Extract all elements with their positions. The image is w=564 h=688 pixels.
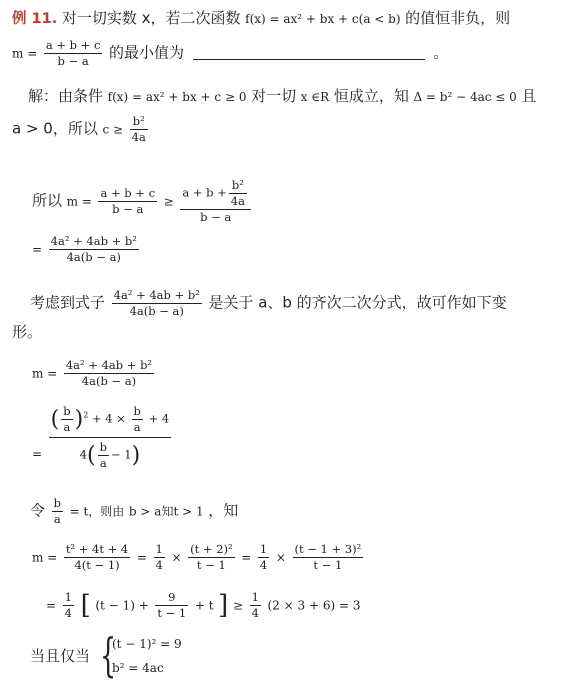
step2-f1-den: 4a(b − a) <box>81 374 137 388</box>
c-fraction <box>130 114 148 145</box>
example-label: 例 11. <box>12 11 58 27</box>
m-fraction-den: b − a <box>57 54 89 68</box>
step4-nine-den: t − 1 <box>157 606 187 620</box>
step3-quarter-1 <box>154 542 165 573</box>
step2-f2-den: 4( $\frac{b}{a}$ − 1) <box>79 440 141 470</box>
step3-f2-num: (t + 2)² <box>190 542 233 556</box>
step2-f2-num: ( $\frac{b}{a}$ )$^2$ + 4 × $\frac{b}{a}$ + 4 <box>49 404 172 438</box>
step1-fraction-1 <box>98 186 157 217</box>
example-line-2 <box>12 38 448 69</box>
solution-text-1: 对一切 <box>251 87 297 105</box>
step4-line <box>46 590 361 621</box>
solution-line-2 <box>12 114 150 145</box>
step1-f2-den: b − a <box>200 210 232 224</box>
step1-inner-fraction <box>229 178 247 209</box>
step3-m-eq: m = <box>32 550 58 565</box>
solution-text-2: 恒成立，知 <box>333 87 409 105</box>
example-line-1 <box>12 8 510 29</box>
consider-fraction <box>112 288 202 319</box>
step4-q2-den: 4 <box>251 606 259 620</box>
step4-nine-fraction <box>155 590 188 621</box>
consider-line-2 <box>12 322 42 343</box>
step2-plus4: + 4 <box>148 411 170 426</box>
step1-m-eq: m = <box>66 194 92 209</box>
x-in-r: x ∈R <box>300 90 330 104</box>
solution-label: 解：由条件 <box>28 87 104 105</box>
step4-q2-num: 1 <box>251 590 259 604</box>
m-fraction-num: a + b + c <box>45 38 101 52</box>
a-positive-text: a > 0，所以 <box>12 119 98 138</box>
step1-line-2 <box>32 234 141 265</box>
step4-nine-num: 9 <box>155 590 188 606</box>
when-label: 当且仅当 <box>30 647 91 665</box>
let-text-1: 令 <box>30 501 46 520</box>
consider-text-1: 考虑到式子 <box>30 293 106 312</box>
step4-q-den: 4 <box>64 606 72 620</box>
step4-result: (2 × 3 + 6) = 3 <box>267 598 361 613</box>
step3-f3-den: t − 1 <box>313 558 343 572</box>
answer-blank <box>193 45 425 60</box>
step2-eq: = <box>32 446 43 461</box>
let-text-2: ，知 <box>208 501 239 520</box>
step3-fraction-3 <box>293 542 364 573</box>
step3-f2-den: t − 1 <box>196 558 226 572</box>
step3-times2: × <box>275 550 286 565</box>
example-function: f(x) = ax² + bx + c(a < b) <box>245 12 401 26</box>
step3-quarter-2 <box>258 542 269 573</box>
step3-q2-den: 4 <box>259 558 268 572</box>
step3-line <box>32 542 365 573</box>
step2-f1-num: 4a² + 4ab + b² <box>65 358 153 372</box>
consider-text-2: 是关于 a、b 的齐次二次分式，故可作如下变 <box>208 293 507 312</box>
step1-inner-den: 4a <box>230 194 245 208</box>
system-brace: { <box>100 628 117 682</box>
step3-q1-den: 4 <box>155 558 163 572</box>
step4-quarter-2 <box>250 590 261 621</box>
step2-line-2 <box>32 404 173 471</box>
m-equals: m = <box>12 46 38 61</box>
step2-ba-num-3: b <box>99 440 107 454</box>
step2-den4: 4 <box>79 447 87 462</box>
step2-ba-den-1: a <box>63 420 71 434</box>
let-frac-den: a <box>53 512 61 526</box>
solution-condition: f(x) = ax² + bx + c ≥ 0 <box>107 90 247 104</box>
step3-f1-num: t² + 4t + 4 <box>65 542 129 556</box>
example-text-2: 的值恒非负，则 <box>405 9 511 27</box>
consider-f-den: 4a(b − a) <box>129 304 184 318</box>
consider-text-3: 形。 <box>12 323 43 341</box>
step1-f3-den: 4a(b − a) <box>66 250 121 264</box>
let-frac-num: b <box>53 496 61 510</box>
delta-condition: Δ = b² − 4ac ≤ 0 <box>413 90 517 104</box>
example-end: 。 <box>433 43 449 62</box>
step2-ba-frac-3 <box>98 440 109 471</box>
c-ge: c ≥ <box>102 122 124 137</box>
step1-f2-num-a: a + b + <box>182 185 227 200</box>
example-text-1: 对一切实数 x，若二次函数 <box>61 9 241 27</box>
step1-f2-num <box>180 178 251 210</box>
step3-f1-den: 4(t − 1) <box>74 558 120 572</box>
step3-f3-num: (t − 1 + 3)² <box>294 542 362 556</box>
solution-text-3: 且 <box>521 87 537 105</box>
step3-eq2: = <box>241 550 252 565</box>
step2-fraction-2 <box>49 404 172 471</box>
let-eq-t: = t，则由 <box>69 504 125 519</box>
m-fraction <box>44 38 103 69</box>
let-line <box>30 496 238 527</box>
c-fraction-den: 4a <box>131 130 146 144</box>
system-eq-2: b² = 4ac <box>112 661 164 675</box>
consider-line-1 <box>30 288 507 319</box>
step4-quarter <box>63 590 74 621</box>
step2-ba-num-1: b <box>63 404 71 418</box>
step4-right-bracket: ] <box>218 590 229 621</box>
step1-fraction-3 <box>49 234 139 265</box>
step2-square: 2 <box>83 410 89 420</box>
c-fraction-num: b² <box>130 114 148 130</box>
example-text-3: 的最小值为 <box>109 43 185 62</box>
consider-f-num: 4a² + 4ab + b² <box>113 288 200 302</box>
step1-line <box>32 178 253 225</box>
step1-f1-num: a + b + c <box>100 186 156 200</box>
step1-f3-num: 4a² + 4ab + b² <box>50 234 137 248</box>
step2-line-1 <box>32 358 156 389</box>
step4-part2: + t <box>194 598 214 613</box>
step3-eq1: = <box>136 550 147 565</box>
step1-f1-den: b − a <box>112 202 144 216</box>
step4-left-bracket: [ <box>80 590 91 621</box>
system-eq-1: (t − 1)² = 9 <box>112 637 182 651</box>
step1-ge: ≥ <box>163 194 174 209</box>
step2-ba-den-2: a <box>133 420 141 434</box>
solution-line-1 <box>28 86 536 107</box>
step3-q1-num: 1 <box>155 542 163 556</box>
step2-ba-frac-1 <box>61 404 72 435</box>
step2-m-eq: m = <box>32 366 58 381</box>
step3-times1: × <box>171 550 182 565</box>
let-fraction <box>52 496 63 527</box>
when-text <box>30 646 90 667</box>
step2-ba-den-3: a <box>99 456 107 470</box>
step4-q-num: 1 <box>64 590 72 604</box>
step2-ba-frac-2 <box>132 404 143 435</box>
step3-fraction-2 <box>188 542 234 573</box>
step4-ge: ≥ <box>232 598 243 613</box>
step1-inner-num: b² <box>229 178 247 194</box>
step2-fraction-1 <box>64 358 154 389</box>
let-condition: b > a知t > 1 <box>128 504 204 519</box>
step4-eq: = <box>46 598 57 613</box>
step2-times: + 4 × <box>91 411 126 426</box>
step4-part1: (t − 1) + <box>95 598 149 613</box>
step1-prefix: 所以 <box>32 191 63 210</box>
step3-fraction-1 <box>64 542 130 573</box>
step2-minus1: − 1 <box>110 447 132 462</box>
step1-eq: = <box>32 242 43 257</box>
step2-ba-num-2: b <box>133 404 141 418</box>
step1-fraction-2 <box>180 178 251 225</box>
step3-q2-num: 1 <box>259 542 268 556</box>
